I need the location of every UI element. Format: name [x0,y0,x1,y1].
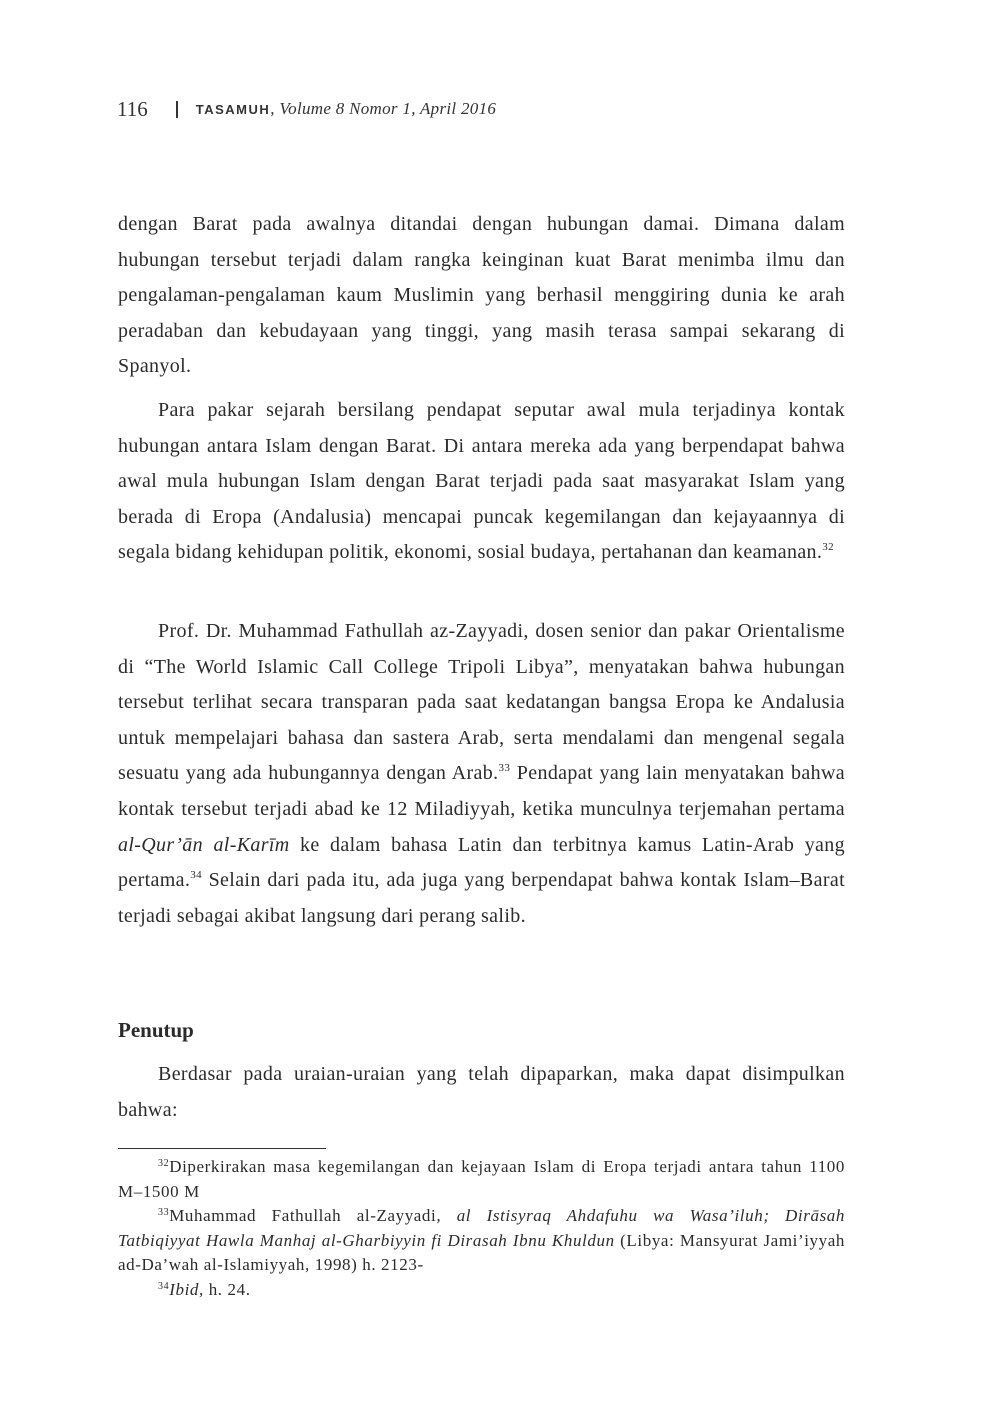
footnote-divider [118,1148,326,1149]
footnote-34-number: 34 [158,1280,170,1292]
footnote-34-ibid: Ibid, [169,1279,204,1299]
footnote-33-author: Muhammad Fathullah al-Zayyadi [169,1206,437,1225]
footnote-33-comma: , [305,1255,310,1274]
paragraph-3-text-d: Selain dari pada itu, ada juga yang berpendapat bahwa kontak Islam–Barat terjadi sebagai akibat langsung dari perang salib. [118,869,845,927]
footnote-33-year: 1998) h. 2123- [309,1255,424,1274]
journal-issue: , Volume 8 Nomor 1, April 2016 [270,99,497,118]
section-paragraph-text: Berdasar pada uraian-uraian yang telah dipaparkan, maka dapat disimpulkan bahwa: [118,1063,845,1121]
footnote-33-title: , al Istisyraq Ahdafuhu wa Wasa’iluh; Dirāsah Tatbiqiyyat Hawla Manhaj al-Gharbiyyin fi Dirasah Ibnu Khuldun [118,1206,845,1250]
footnote-ref-33[interactable]: 33 [498,762,511,775]
footnote-34-text: h. 24. [203,1279,251,1299]
footnote-34 [118,1278,845,1303]
footnote-32-text: Diperkirakan masa kegemilangan dan kejayaan Islam di Eropa terjadi antara tahun 1100 M–1500 M [118,1157,845,1201]
paragraph-1 [118,207,845,385]
header-divider [176,101,178,118]
section-paragraph [118,1057,845,1128]
footnote-ref-34[interactable]: 34 [190,869,202,882]
footnote-33-publisher: (Libya: Mansyurat Jami’iyyah ad-Da’wah al-Islamiyyah [118,1230,846,1274]
paragraph-3-italic-title: al-Qur’ān al-Karīm [118,833,290,856]
page-number: 116 [117,96,148,121]
paragraph-3-text-b: Pendapat yang lain menyatakan bahwa kontak tersebut terjadi abad ke 12 Miladiyyah, ketika munculnya terjemahan pertama [118,762,845,820]
footnote-32-number: 32 [158,1158,170,1169]
section-heading: Penutup [118,1018,194,1042]
paragraph-2-text: Para pakar sejarah bersilang pendapat seputar awal mula terjadinya kontak hubungan antara Islam dengan Barat. Di antara mereka ada yang berpendapat bahwa awal mula hubungan Islam dengan Barat terjadi pada saat masyarakat Islam yang berada di Eropa (Andalusia) mencapai puncak kegemilangan dan kejayaannya di segala bidang kehidupan politik, ekonomi, sosial budaya, pertahanan dan keamanan. [118,399,845,564]
paragraph-3 [118,614,845,934]
footnote-33-number: 33 [158,1207,170,1218]
paragraph-2 [118,393,845,571]
paragraph-1-text: dengan Barat pada awalnya ditandai dengan hubungan damai. Dimana dalam hubungan tersebut terjadi dalam rangka keinginan kuat Barat menimba ilmu dan pengalaman-pengalaman kaum Muslimin yang berhasil menggiring dunia ke arah peradaban dan kebudayaan yang tinggi, yang masih terasa sampai sekarang di Spanyol. [118,213,845,378]
paragraph-3-text-a: Prof. Dr. Muhammad Fathullah az-Zayyadi, dosen senior dan pakar Orientalisme di “The World Islamic Call College Tripoli Libya”, menyatakan bahwa hubungan tersebut terlihat secara transparan pada saat kedatangan bangsa Eropa ke Andalusia untuk mempelajari bahasa dan sastera Arab, serta mendalami dan mengenal segala sesuatu yang ada hubungannya dengan Arab. [118,620,845,785]
footnote-33 [118,1204,845,1278]
footnotes [118,1155,845,1302]
footnote-32 [118,1155,845,1204]
journal-name: TASAMUH [195,101,271,117]
running-header [117,94,496,124]
paragraph-3-text-c: ke dalam bahasa Latin dan terbitnya kamus Latin-Arab yang pertama. [118,833,845,892]
footnote-ref-32[interactable]: 32 [822,541,834,554]
